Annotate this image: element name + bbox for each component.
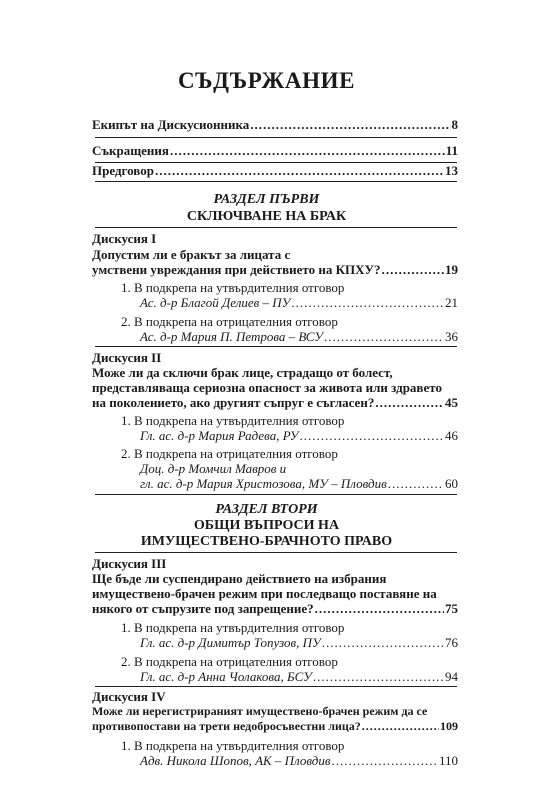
discussion-question-line: Допустим ли е бракът за лицата с — [92, 247, 291, 262]
discussion-question-line: някого от съпрузите под запрещение? — [92, 601, 314, 616]
answer-label: 2. В подкрепа на отрицателния отговор — [121, 446, 338, 461]
answer-author: Адв. Никола Шопов, АК – Пловдив — [140, 753, 331, 768]
answer-entry[interactable] — [140, 476, 458, 491]
answer-label: 1. В подкрепа на утвърдителния отговор — [121, 620, 345, 635]
answer-entry[interactable] — [140, 753, 458, 768]
discussion-question-line: Може ли да сключи брак лице, страдащо от болест, — [92, 365, 393, 380]
toc-page-number: 19 — [445, 262, 458, 277]
toc-page-number: 11 — [445, 143, 458, 158]
divider — [95, 137, 457, 138]
discussion-question-line: на поколението, ако другият съпруг е съгласен? — [92, 395, 375, 410]
discussion-question-line: представляваща сериозна опасност за живота или здравето — [92, 380, 442, 395]
section-title: СКЛЮЧВАНЕ НА БРАК — [186, 209, 347, 224]
answer-label: 1. В подкрепа на утвърдителния отговор — [121, 280, 345, 295]
divider — [95, 552, 457, 553]
answer-author: Ас. д-р Благой Делиев – ПУ — [140, 295, 291, 310]
toc-page-number: 46 — [445, 428, 458, 443]
section-label: РАЗДЕЛ ПЪРВИ — [213, 192, 320, 207]
answer-author: Гл. ас. д-р Димитър Топузов, ПУ — [140, 635, 321, 650]
toc-page-number: 94 — [445, 669, 458, 684]
toc-page-number: 36 — [445, 329, 458, 344]
dot-leader — [324, 329, 444, 344]
answer-label: 2. В подкрепа на отрицателния отговор — [121, 654, 338, 669]
answer-label: 2. В подкрепа на отрицателния отговор — [121, 314, 338, 329]
discussion-heading: Дискусия IV — [92, 689, 166, 704]
answer-entry[interactable] — [140, 669, 458, 684]
dot-leader — [250, 117, 450, 132]
toc-entry-label: Екипът на Дискусионника — [92, 117, 250, 132]
toc-page-number: 21 — [445, 295, 458, 310]
section-label: РАЗДЕЛ ВТОРИ — [215, 502, 318, 517]
dot-leader — [315, 601, 444, 616]
discussion-question-line: умствени увреждания при действието на КПХУ? — [92, 262, 381, 277]
dot-leader — [300, 428, 444, 443]
discussion-question-entry[interactable] — [92, 601, 458, 616]
divider — [95, 686, 457, 687]
toc-page-number: 109 — [440, 719, 458, 733]
section-title: ОБЩИ ВЪПРОСИ НА — [193, 518, 340, 533]
toc-entry-label: Предговор — [92, 163, 154, 178]
divider — [95, 494, 457, 495]
discussion-question-line: Може ли нерегистрираният имуществено-брачен режим да се — [92, 704, 428, 718]
answer-label: 1. В подкрепа на утвърдителния отговор — [121, 738, 345, 753]
section-title: ИМУЩЕСТВЕНО-БРАЧНОТО ПРАВО — [140, 534, 393, 549]
toc-entry-preface[interactable] — [92, 163, 458, 178]
answer-author: Ас. д-р Мария П. Петрова – ВСУ — [140, 329, 324, 344]
toc-page-number: 60 — [445, 476, 458, 491]
answer-entry[interactable] — [140, 329, 458, 344]
discussion-question-entry[interactable] — [92, 262, 458, 277]
answer-author: Доц. д-р Момчил Мавров и — [140, 461, 287, 476]
dot-leader — [362, 719, 439, 734]
discussion-heading: Дискусия III — [92, 556, 167, 571]
discussion-question-line: имуществено-брачен режим при последващо поставяне на — [92, 586, 437, 601]
answer-author: гл. ас. д-р Мария Христозова, МУ – Пловдив — [140, 476, 387, 491]
answer-entry[interactable] — [140, 635, 458, 650]
dot-leader — [170, 143, 445, 158]
dot-leader — [313, 669, 444, 684]
toc-page-number: 75 — [445, 601, 458, 616]
discussion-question-line: Ще бъде ли суспендирано действието на избрания — [92, 571, 387, 586]
discussion-question-entry[interactable] — [92, 395, 458, 410]
toc-entry-team[interactable] — [92, 117, 458, 132]
answer-entry[interactable] — [140, 428, 458, 443]
toc-page-number: 8 — [451, 117, 458, 132]
discussion-question-entry[interactable] — [92, 719, 458, 734]
toc-entry-abbreviations[interactable] — [92, 143, 458, 158]
answer-entry[interactable] — [140, 295, 458, 310]
answer-label: 1. В подкрепа на утвърдителния отговор — [121, 413, 345, 428]
toc-entry-label: Съкращения — [92, 143, 169, 158]
dot-leader — [388, 476, 444, 491]
dot-leader — [322, 635, 444, 650]
toc-page-number: 76 — [445, 635, 458, 650]
divider — [95, 181, 457, 182]
answer-author: Гл. ас. д-р Анна Чолакова, БСУ — [140, 669, 312, 684]
page-title: СЪДЪРЖАНИЕ — [177, 68, 356, 93]
discussion-heading: Дискусия I — [92, 231, 157, 246]
discussion-question-line: противопостави на трети недобросъвестни лица? — [92, 719, 361, 733]
toc-page-number: 110 — [438, 753, 458, 768]
discussion-heading: Дискусия II — [92, 350, 162, 365]
toc-page-number: 45 — [445, 395, 458, 410]
divider — [95, 227, 457, 228]
dot-leader — [332, 753, 438, 768]
dot-leader — [291, 295, 444, 310]
dot-leader — [375, 395, 444, 410]
dot-leader — [382, 262, 444, 277]
divider — [95, 346, 457, 347]
toc-page-number: 13 — [445, 163, 458, 178]
answer-author: Гл. ас. д-р Мария Радева, РУ — [140, 428, 299, 443]
dot-leader — [155, 163, 444, 178]
